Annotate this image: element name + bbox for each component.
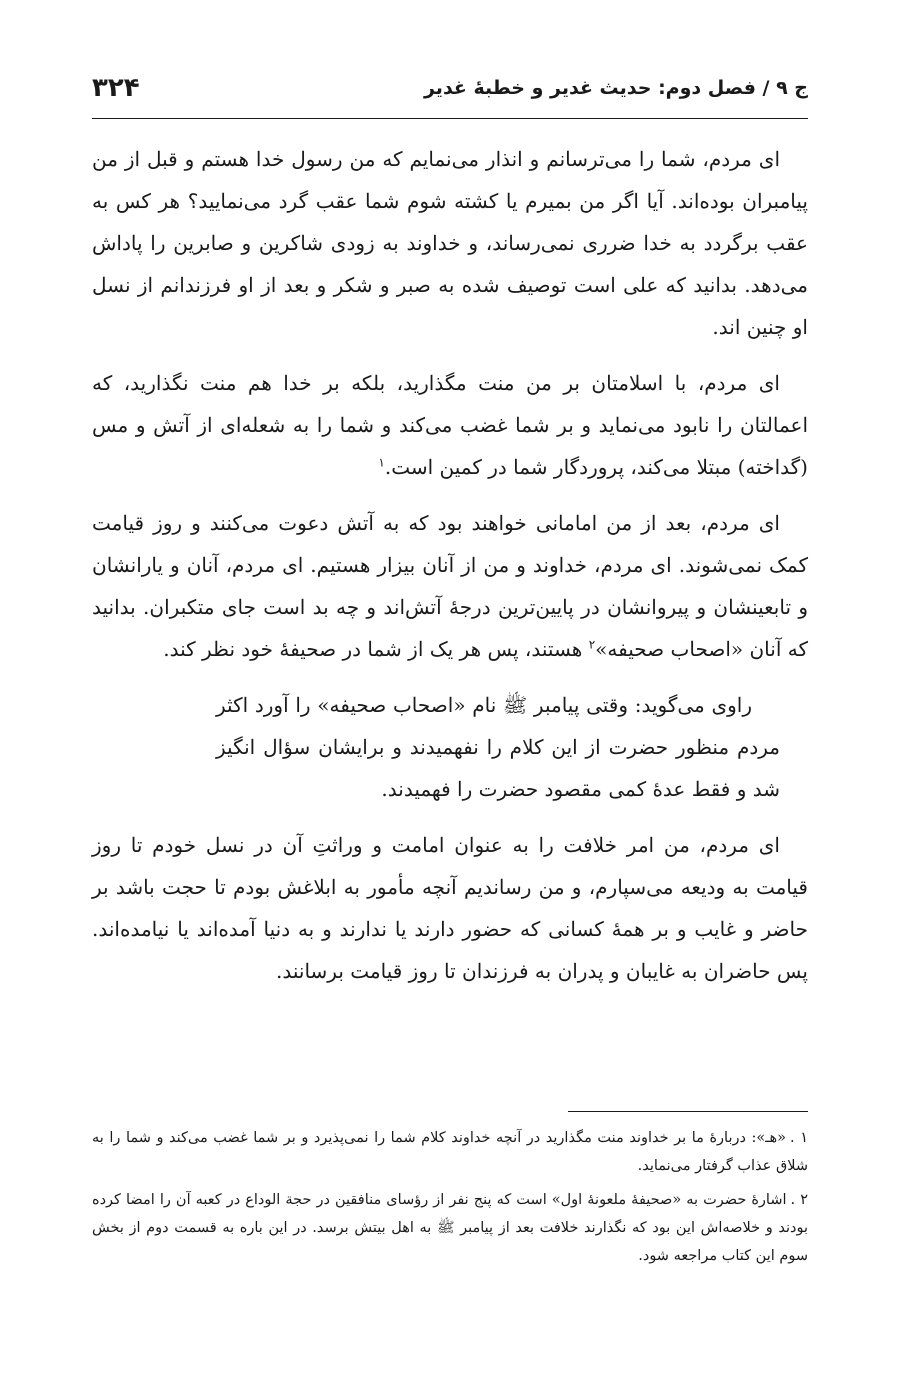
footnotes [92, 1124, 808, 1276]
paragraph-text: ای مردم، من امر خلافت را به عنوان امامت و وراثتِ آن در نسل خودم تا روز قیامت به ودیعه می‌سپارم، و من رساندیم آنچه مأمور به ابلاغش بودم تا حجت باشد بر حاضر و غایب و بر همهٔ کسانی که حضور دارند یا ندارند و به دنیا آمده‌اند یا نیامده‌اند. پس حاضران به غایبان و پدران به فرزندان تا روز قیامت برسانند. [92, 833, 808, 983]
paragraph-2 [92, 362, 808, 488]
footnote-number: ۱ . [790, 1130, 809, 1146]
book-page [92, 0, 808, 1390]
body-text [92, 138, 808, 1006]
header-rule [92, 118, 808, 119]
page-number: ۳۲۴ [92, 73, 140, 103]
footnote-ref-2[interactable]: ۲ [588, 637, 596, 652]
footnote-text: «هـ»: دربارهٔ ما بر خداوند منت مگذارید در آنچه خداوند کلام شما را نمی‌پذیرد و بر شما غضب می‌کند و شما را به شلاق عذاب گرفتار می‌نماید. [92, 1130, 808, 1174]
footnote-2 [92, 1186, 808, 1270]
paragraph-3 [92, 502, 808, 670]
paragraph-1 [92, 138, 808, 348]
footnote-text: اشارهٔ حضرت به «صحیفهٔ ملعونهٔ اول» است که پنج نفر از رؤسای منافقین در حجة الوداع در کعبه آن را امضا کرده بودند و خلاصه‌اش این بود که نگذارند خلافت بعد از پیامبر ﷺ به اهل بیتش برسد. در این باره به قسمت دوم از بخش سوم این کتاب مراجعه شود. [92, 1192, 808, 1264]
paragraph-text: ای مردم، بعد از من امامانی خواهند بود که به آتش دعوت می‌کنند و روز قیامت کمک نمی‌شوند. ای مردم، خداوند و من از آنان بیزار هستیم. ای مردم، آنان و یارانشان و تابعینشان و پیروانشان در پایین‌ترین درجهٔ آتش‌اند و چه بد است جای متکبران. بدانید که آنان «اصحاب صحیفه» [92, 511, 808, 661]
footnote-rule [568, 1111, 808, 1112]
footnote-number: ۲ . [790, 1192, 809, 1208]
paragraph-tail: هستند، پس هر یک از شما در صحیفهٔ خود نظر کند. [163, 637, 589, 661]
footnote-ref-1[interactable]: ۱ [378, 455, 385, 470]
footnote-1 [92, 1124, 808, 1180]
paragraph-text: ای مردم، با اسلامتان بر من منت مگذارید، بلکه بر خدا هم منت نگذارید، که اعمالتان را نابود می‌نماید و بر شما غضب می‌کند و شما را به شعله‌ای از آتش و مس (گداخته) مبتلا می‌کند، پروردگار شما در کمین است. [92, 371, 808, 479]
paragraph-text: ای مردم، شما را می‌ترسانم و انذار می‌نمایم که من رسول خدا هستم و قبل از من پیامبران بوده‌اند. آیا اگر من بمیرم یا کشته شوم شما عقب گرد می‌نمایید؟ هر کس به عقب برگردد به خدا ضرری نمی‌رساند، و خداوند به زودی شاکرین و صابرین را پاداش می‌دهد. بدانید که علی است توصیف شده به صبر و شکر و بعد از او فرزندانم از نسل او چنین اند. [92, 147, 808, 339]
narrator-paragraph [216, 684, 780, 810]
paragraph-text: راوی می‌گوید: وقتی پیامبر ﷺ نام «اصحاب صحیفه» را آورد اکثر مردم منظور حضرت از این کلام را نفهمیدند و برایشان سؤال انگیز شد و فقط عدهٔ کمی مقصود حضرت را فهمیدند. [216, 693, 780, 801]
running-header [92, 68, 808, 108]
chapter-title: ج ۹ / فصل دوم: حدیث غدیر و خطبهٔ غدیر [423, 77, 808, 99]
paragraph-5 [92, 824, 808, 992]
